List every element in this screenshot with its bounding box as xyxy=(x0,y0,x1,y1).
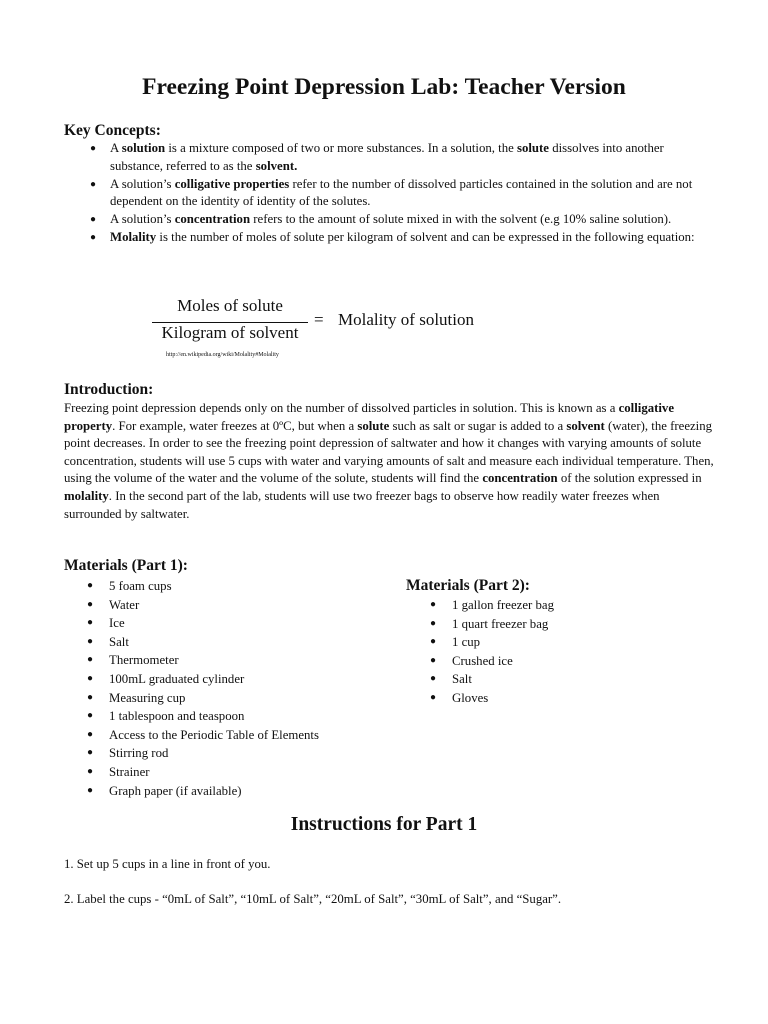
material-label: Salt xyxy=(452,672,472,687)
material-item xyxy=(85,596,385,615)
key-concepts-list xyxy=(88,140,700,247)
material-label: 1 gallon freezer bag xyxy=(452,598,554,612)
bullet-icon: ● xyxy=(430,617,437,629)
material-label: Ice xyxy=(109,616,125,631)
concept-item-colligative xyxy=(88,176,700,212)
bullet-icon: ● xyxy=(87,747,94,759)
intro-term: molality xyxy=(64,488,109,503)
concept-text: is a mixture composed of two or more substances. In a solution, the xyxy=(165,141,517,155)
material-label: Stirring rod xyxy=(109,746,169,761)
material-item xyxy=(85,614,385,633)
intro-text: such as salt or sugar is added to a xyxy=(389,418,567,433)
concept-text: A xyxy=(110,141,122,155)
material-label: 1 quart freezer bag xyxy=(452,616,549,631)
material-label: Thermometer xyxy=(109,653,179,668)
introduction-heading: Introduction: xyxy=(64,381,154,398)
material-label: Access to the Periodic Table of Elements xyxy=(109,727,319,742)
concept-item-concentration xyxy=(88,211,700,229)
concept-term: solvent. xyxy=(255,158,298,173)
material-item xyxy=(428,689,728,708)
intro-text: (water), the freezing point decreases. In order to see the freezing point depression of saltwater and how it changes with varying amounts of solute concentration, students will use 5 cups with water and varying amounts of salt and measure each individual temperature. Then, using the volume of the water and the volume of the solute, students will find the xyxy=(64,418,714,486)
concept-term: Molality xyxy=(110,229,157,244)
material-item xyxy=(428,670,728,689)
material-label: Measuring cup xyxy=(109,690,186,705)
equation-denominator: Kilogram of solvent xyxy=(161,323,299,342)
bullet-icon: ● xyxy=(87,710,94,722)
bullet-icon: ● xyxy=(430,599,437,610)
equals-sign: = xyxy=(314,310,324,329)
material-label: Graph paper (if available) xyxy=(109,783,242,798)
material-item xyxy=(85,651,385,670)
instruction-step: 2. Label the cups - “0mL of Salt”, “10mL of Salt”, “20mL of Salt”, “30mL of Salt”, and “Sugar”. xyxy=(64,892,562,906)
bullet-icon: ● xyxy=(87,654,94,666)
material-item xyxy=(85,744,385,763)
equation-source-link[interactable]: http://en.wikipedia.org/wiki/Molality#Molality xyxy=(166,352,279,358)
concept-term: colligative properties xyxy=(174,176,290,191)
bullet-icon: ● xyxy=(430,673,437,685)
concept-text: dissolves into another substance, referred to as the xyxy=(110,141,664,173)
material-item xyxy=(85,633,385,652)
intro-text: Freezing point depression depends only on the number of dissolved particles in solution. This is known as a xyxy=(64,401,619,415)
bullet-icon: ● xyxy=(87,580,94,591)
bullet-icon: ● xyxy=(87,784,94,796)
material-label: 5 foam cups xyxy=(109,579,172,593)
concept-term: solute xyxy=(517,141,549,155)
concept-text: refer to the number of dissolved particles contained in the solution and are not dependent on the identity of identity of the solutes. xyxy=(110,176,693,209)
bullet-icon: ● xyxy=(90,178,97,190)
material-item xyxy=(85,763,385,782)
material-label: 1 cup xyxy=(452,635,481,650)
instruction-step: 1. Set up 5 cups in a line in front of you. xyxy=(64,857,271,871)
materials-part2-list xyxy=(428,596,728,708)
instructions-heading: Instructions for Part 1 xyxy=(290,814,478,835)
material-item xyxy=(85,689,385,708)
materials-part1-heading: Materials (Part 1): xyxy=(64,557,188,574)
bullet-icon: ● xyxy=(90,231,97,243)
material-item xyxy=(85,707,385,726)
material-item xyxy=(428,596,728,615)
intro-term: concentration xyxy=(482,471,558,486)
bullet-icon: ● xyxy=(87,672,94,684)
bullet-icon: ● xyxy=(87,617,94,629)
material-item xyxy=(85,726,385,745)
concept-text: A solution’s xyxy=(110,176,175,191)
material-label: Gloves xyxy=(452,690,489,705)
material-label: Strainer xyxy=(109,764,150,779)
molality-equation xyxy=(150,296,510,346)
material-label: 1 tablespoon and teaspoon xyxy=(109,709,245,724)
concept-text: refers to the amount of solute mixed in with the solvent (e.g 10% saline solution). xyxy=(250,212,672,227)
document-title: Freezing Point Depression Lab: Teacher Version xyxy=(142,74,626,100)
concept-item-solution xyxy=(88,140,700,176)
material-item xyxy=(85,577,385,596)
material-item xyxy=(428,633,728,652)
bullet-icon: ● xyxy=(87,691,94,703)
material-label: 100mL graduated cylinder xyxy=(109,671,245,686)
material-item xyxy=(85,670,385,689)
introduction-paragraph xyxy=(64,400,714,523)
material-label: Crushed ice xyxy=(452,653,513,668)
equation-numerator: Moles of solute xyxy=(177,296,283,315)
concept-text: A solution’s xyxy=(110,212,175,227)
bullet-icon: ● xyxy=(430,691,437,703)
materials-part2-heading: Materials (Part 2): xyxy=(406,577,530,594)
equation-result: Molality of solution xyxy=(338,310,474,329)
material-item xyxy=(428,615,728,634)
bullet-icon: ● xyxy=(430,654,437,666)
concept-text: is the number of moles of solute per kilogram of solvent and can be expressed in the following equation: xyxy=(156,229,695,244)
concept-term: solution xyxy=(121,141,166,155)
intro-term: solute xyxy=(357,418,390,433)
bullet-icon: ● xyxy=(87,598,94,610)
material-item xyxy=(428,652,728,671)
material-item xyxy=(85,782,385,801)
key-concepts-heading: Key Concepts: xyxy=(64,122,161,139)
bullet-icon: ● xyxy=(87,635,94,647)
material-label: Water xyxy=(109,597,140,612)
materials-part1-list xyxy=(85,577,385,800)
intro-text: . In the second part of the lab, students will use two freezer bags to observe how readily water freezes when surrounded by saltwater. xyxy=(64,488,660,521)
material-label: Salt xyxy=(109,634,129,649)
intro-text: of the solution expressed in xyxy=(557,471,702,486)
bullet-icon: ● xyxy=(430,636,437,648)
bullet-icon: ● xyxy=(90,214,97,226)
concept-item-molality xyxy=(88,229,700,247)
intro-text: . For example, water freezes at 0ºC, but when a xyxy=(112,418,358,433)
intro-term: colligative property xyxy=(64,401,675,433)
intro-term: solvent xyxy=(566,418,605,433)
bullet-icon: ● xyxy=(90,143,97,154)
bullet-icon: ● xyxy=(87,765,94,777)
bullet-icon: ● xyxy=(87,728,94,740)
concept-term: concentration xyxy=(174,212,251,227)
